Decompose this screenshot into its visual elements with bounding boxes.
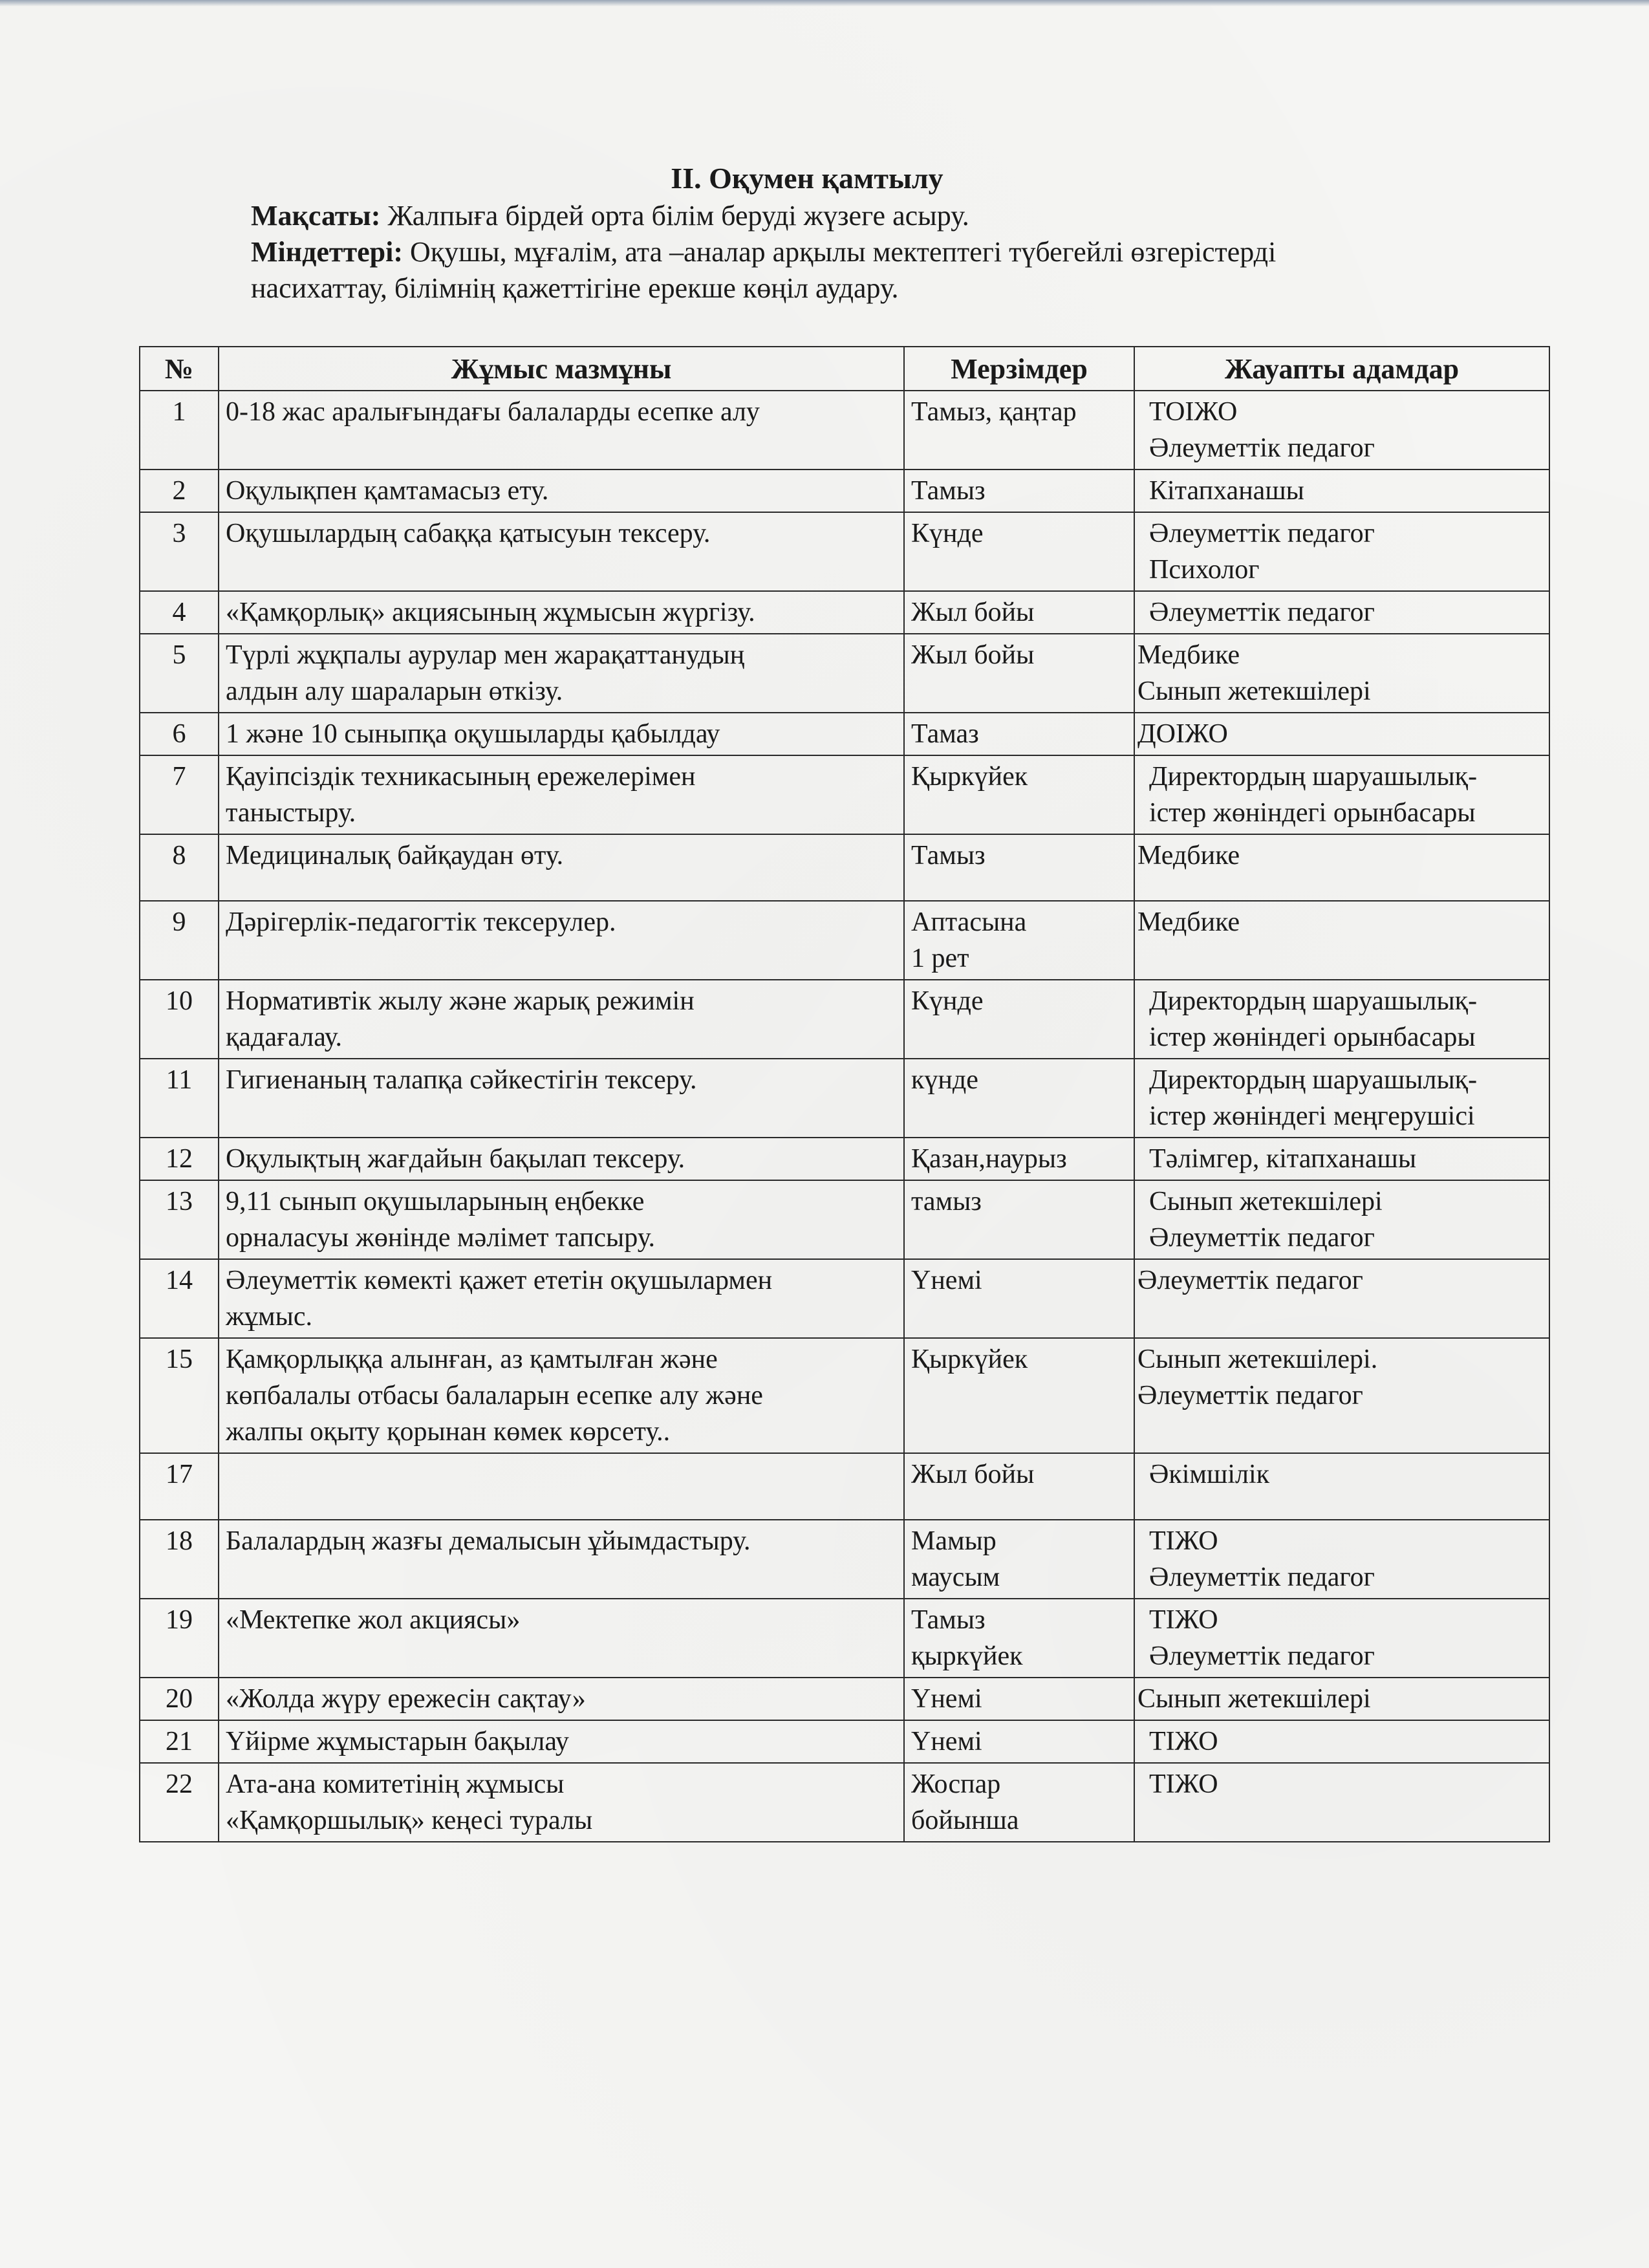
responsible-cell [1134,755,1549,834]
header-deadlines: Мерзімдер [904,347,1134,391]
work-content-cell-line: Әлеуметтік көмекті қажет ететін оқушылармен [226,1266,773,1295]
responsible-cell [1134,512,1549,591]
tasks-label: Міндеттері: [251,236,403,268]
table-row [140,834,1549,901]
table-row [140,1720,1549,1763]
work-content-cell [219,634,904,713]
row-number: 21 [140,1720,219,1763]
responsible-cell-line: Тәлімгер, кітапханашы [1149,1144,1417,1174]
work-content-cell [219,1259,904,1338]
responsible-cell-line: ТІЖО [1149,1526,1218,1556]
work-content-cell-line: «Жолда жүру ережесін сақтау» [226,1684,586,1714]
deadline-cell [904,834,1134,901]
row-number: 18 [140,1520,219,1599]
deadline-cell-line: Қазан,наурыз [911,1144,1067,1174]
table-row [140,1599,1549,1678]
deadline-cell-line: тамыз [911,1187,982,1216]
row-number: 6 [140,713,219,755]
responsible-cell-line: Сынып жетекшілері. [1137,1345,1378,1374]
deadline-cell [904,1138,1134,1180]
work-content-cell [219,512,904,591]
work-content-cell [219,1763,904,1842]
table-row [140,1180,1549,1259]
work-content-cell-line: Қамқорлыққа алынған, аз қамтылған және [226,1345,718,1374]
table-row [140,1520,1549,1599]
table-row [140,470,1549,512]
responsible-cell-line: істер жөніндегі орынбасары [1149,798,1476,828]
responsible-cell-line: Әлеуметтік педагог [1137,1266,1363,1295]
responsible-cell [1134,1338,1549,1453]
deadline-cell [904,1059,1134,1138]
responsible-cell [1134,1180,1549,1259]
responsible-cell-line: Сынып жетекшілері [1137,1684,1371,1714]
row-number: 2 [140,470,219,512]
deadline-cell-line: Тамыз, қаңтар [911,397,1077,427]
row-number: 20 [140,1678,219,1720]
work-content-cell-line: көпбалалы отбасы балаларын есепке алу және [226,1381,763,1410]
deadline-cell [904,634,1134,713]
responsible-cell [1134,1138,1549,1180]
deadline-cell-line: Қыркүйек [911,1345,1028,1374]
responsible-cell-line: Әлеуметтік педагог [1149,519,1375,548]
responsible-cell-line: істер жөніндегі орынбасары [1149,1022,1476,1052]
work-content-cell [219,755,904,834]
row-number: 9 [140,901,219,980]
table-row [140,1059,1549,1138]
work-content-cell-line: Ата-ана комитетінің жұмысы [226,1769,565,1799]
deadline-cell-line: Күнде [911,519,984,548]
work-content-cell-line: жұмыс. [226,1302,312,1332]
deadline-cell [904,1453,1134,1520]
plan-table [139,346,1550,1842]
responsible-cell-line: Директордың шаруашылық- [1149,762,1478,792]
responsible-cell [1134,1059,1549,1138]
row-number: 12 [140,1138,219,1180]
responsible-cell-line: Кітапханашы [1149,476,1304,506]
work-content-cell-line: 9,11 сынып оқушыларының еңбекке [226,1187,645,1216]
work-content-cell [219,980,904,1059]
deadline-cell-line: 1 рет [911,944,969,973]
responsible-cell-line: Медбике [1137,841,1240,870]
work-content-cell-line: Түрлі жұқпалы аурулар мен жарақаттанудың [226,640,745,670]
work-content-cell [219,1520,904,1599]
table-row [140,1763,1549,1842]
responsible-cell [1134,1763,1549,1842]
table-row [140,1678,1549,1720]
header-work-content: Жұмыс мазмұны [219,347,904,391]
responsible-cell-line: Әлеуметтік педагог [1149,1562,1375,1592]
responsible-cell-line: Әлеуметтік педагог [1149,598,1375,627]
row-number: 14 [140,1259,219,1338]
work-content-cell-line: жалпы оқыту қорынан көмек көрсету.. [226,1417,671,1447]
deadline-cell [904,1599,1134,1678]
row-number: 22 [140,1763,219,1842]
work-content-cell [219,470,904,512]
table-row [140,755,1549,834]
responsible-cell-line: Психолог [1149,555,1260,585]
deadline-cell-line: Жыл бойы [911,640,1035,670]
work-content-cell-line: таныстыру. [226,798,356,828]
work-content-cell [219,1453,904,1520]
work-content-cell-line: Үйірме жұмыстарын бақылау [226,1727,569,1756]
responsible-cell [1134,713,1549,755]
responsible-cell-line: Медбике [1137,640,1240,670]
work-content-cell [219,1059,904,1138]
deadline-cell-line: Үнемі [911,1266,982,1295]
work-content-cell-line: Дәрігерлік-педагогтік тексерулер. [226,907,616,937]
responsible-cell-line: Директордың шаруашылық- [1149,986,1478,1016]
deadline-cell [904,1720,1134,1763]
work-content-cell-line: қадағалау. [226,1022,343,1052]
tasks-line-continued: насихаттау, білімнің қажеттігіне ерекше көңіл аудару. [251,272,899,304]
work-content-cell [219,1720,904,1763]
work-content-cell [219,1180,904,1259]
work-content-cell [219,713,904,755]
row-number: 13 [140,1180,219,1259]
work-content-cell-line: Оқулықтың жағдайын бақылап тексеру. [226,1144,685,1174]
responsible-cell-line: Сынып жетекшілері [1137,676,1371,706]
goal-text: Жалпыға бірдей орта білім беруді жүзеге асыру. [380,200,969,232]
table-row [140,980,1549,1059]
goal-line [251,198,1480,234]
deadline-cell-line: Тамыз [911,1605,986,1635]
deadline-cell-line: қыркүйек [911,1641,1023,1671]
work-content-cell-line: 0-18 жас аралығындағы балаларды есепке алу [226,397,760,427]
responsible-cell [1134,1520,1549,1599]
deadline-cell-line: Мамыр [911,1526,997,1556]
responsible-cell [1134,834,1549,901]
deadline-cell [904,980,1134,1059]
row-number: 19 [140,1599,219,1678]
header-responsible: Жауапты адамдар [1134,347,1549,391]
row-number: 5 [140,634,219,713]
deadline-cell [904,901,1134,980]
deadline-cell-line: Қыркүйек [911,762,1028,792]
deadline-cell-line: Жыл бойы [911,598,1035,627]
deadline-cell [904,1180,1134,1259]
deadline-cell [904,1520,1134,1599]
work-content-cell-line: алдын алу шараларын өткізу. [226,676,563,706]
work-content-cell-line: «Қамқорлық» акциясының жұмысын жүргізу. [226,598,755,627]
table-row [140,1453,1549,1520]
row-number: 11 [140,1059,219,1138]
table-body [140,391,1549,1842]
work-content-cell-line: Оқулықпен қамтамасыз ету. [226,476,549,506]
plan-table-wrapper [139,346,1549,1842]
table-row [140,1259,1549,1338]
deadline-cell [904,512,1134,591]
deadline-cell [904,591,1134,634]
responsible-cell-line: істер жөніндегі меңгерушісі [1149,1101,1475,1131]
deadline-cell [904,755,1134,834]
responsible-cell [1134,901,1549,980]
deadline-cell-line: Жыл бойы [911,1460,1035,1489]
deadline-cell-line: Тамаз [911,719,979,749]
deadline-cell [904,1338,1134,1453]
deadline-cell-line: күнде [911,1065,978,1095]
row-number: 17 [140,1453,219,1520]
responsible-cell-line: ТІЖО [1149,1769,1218,1799]
deadline-cell [904,1259,1134,1338]
responsible-cell [1134,1599,1549,1678]
table-row [140,1338,1549,1453]
deadline-cell-line: Аптасына [911,907,1027,937]
row-number: 8 [140,834,219,901]
table-row [140,713,1549,755]
tasks-line [251,234,1480,270]
work-content-cell-line: «Қамқоршылық» кеңесі туралы [226,1806,593,1835]
responsible-cell-line: ТІЖО [1149,1727,1218,1756]
table-row [140,1138,1549,1180]
responsible-cell-line: Медбике [1137,907,1240,937]
responsible-cell-line: Әлеуметтік педагог [1149,1641,1375,1671]
work-content-cell-line: Медициналық байқаудан өту. [226,841,564,870]
responsible-cell-line: Әлеуметтік педагог [1149,1223,1375,1253]
responsible-cell [1134,634,1549,713]
row-number: 7 [140,755,219,834]
deadline-cell-line: Үнемі [911,1684,982,1714]
responsible-cell-line: Әлеуметтік педагог [1137,1381,1363,1410]
tasks-text: Оқушы, мұғалім, ата –аналар арқылы мектептегі түбегейлі өзгерістерді [403,236,1277,268]
responsible-cell [1134,1720,1549,1763]
header-number: № [140,347,219,391]
work-content-cell-line: Нормативтік жылу және жарық режимін [226,986,695,1016]
responsible-cell [1134,470,1549,512]
work-content-cell-line: орналасуы жөнінде мәлімет тапсыру. [226,1223,656,1253]
responsible-cell [1134,1678,1549,1720]
responsible-cell-line: Әлеуметтік педагог [1149,433,1375,463]
work-content-cell [219,1599,904,1678]
work-content-cell-line: 1 және 10 сыныпқа оқушыларды қабылдау [226,719,720,749]
work-content-cell [219,834,904,901]
row-number: 3 [140,512,219,591]
work-content-cell-line: Қауіпсіздік техникасының ережелерімен [226,762,696,792]
responsible-cell [1134,980,1549,1059]
table-row [140,391,1549,470]
section-title: ІІ. Оқумен қамтылу [671,162,943,195]
work-content-cell-line: Оқушылардың сабаққа қатысуын тексеру. [226,519,711,548]
deadline-cell-line: Тамыз [911,841,986,870]
deadline-cell-line: Жоспар [911,1769,1001,1799]
responsible-cell-line: ТІЖО [1149,1605,1218,1635]
deadline-cell [904,391,1134,470]
work-content-cell [219,901,904,980]
work-content-cell [219,1678,904,1720]
table-header-row [140,347,1549,391]
deadline-cell [904,470,1134,512]
responsible-cell [1134,591,1549,634]
responsible-cell [1134,1453,1549,1520]
table-row [140,512,1549,591]
row-number: 4 [140,591,219,634]
table-row [140,591,1549,634]
responsible-cell [1134,1259,1549,1338]
deadline-cell [904,1763,1134,1842]
responsible-cell-line: ДОІЖО [1137,719,1228,749]
responsible-cell [1134,391,1549,470]
deadline-cell-line: Тамыз [911,476,986,506]
deadline-cell-line: маусым [911,1562,1000,1592]
deadline-cell-line: Үнемі [911,1727,982,1756]
table-row [140,634,1549,713]
heading-block [251,160,1480,307]
row-number: 15 [140,1338,219,1453]
work-content-cell [219,591,904,634]
responsible-cell-line: ТОІЖО [1149,397,1238,427]
responsible-cell-line: Әкімшілік [1149,1460,1270,1489]
work-content-cell-line: Гигиенаның талапқа сәйкестігін тексеру. [226,1065,697,1095]
work-content-cell-line: Балалардың жазғы демалысын ұйымдастыру. [226,1526,751,1556]
responsible-cell-line: Сынып жетекшілері [1149,1187,1383,1216]
scan-edge [0,0,1649,6]
goal-label: Мақсаты: [251,200,381,232]
deadline-cell [904,713,1134,755]
deadline-cell-line: бойынша [911,1806,1019,1835]
work-content-cell-line: «Мектепке жол акциясы» [226,1605,521,1635]
deadline-cell-line: Күнде [911,986,984,1016]
work-content-cell [219,1138,904,1180]
row-number: 10 [140,980,219,1059]
row-number: 1 [140,391,219,470]
deadline-cell [904,1678,1134,1720]
work-content-cell [219,1338,904,1453]
responsible-cell-line: Директордың шаруашылық- [1149,1065,1478,1095]
work-content-cell [219,391,904,470]
table-row [140,901,1549,980]
